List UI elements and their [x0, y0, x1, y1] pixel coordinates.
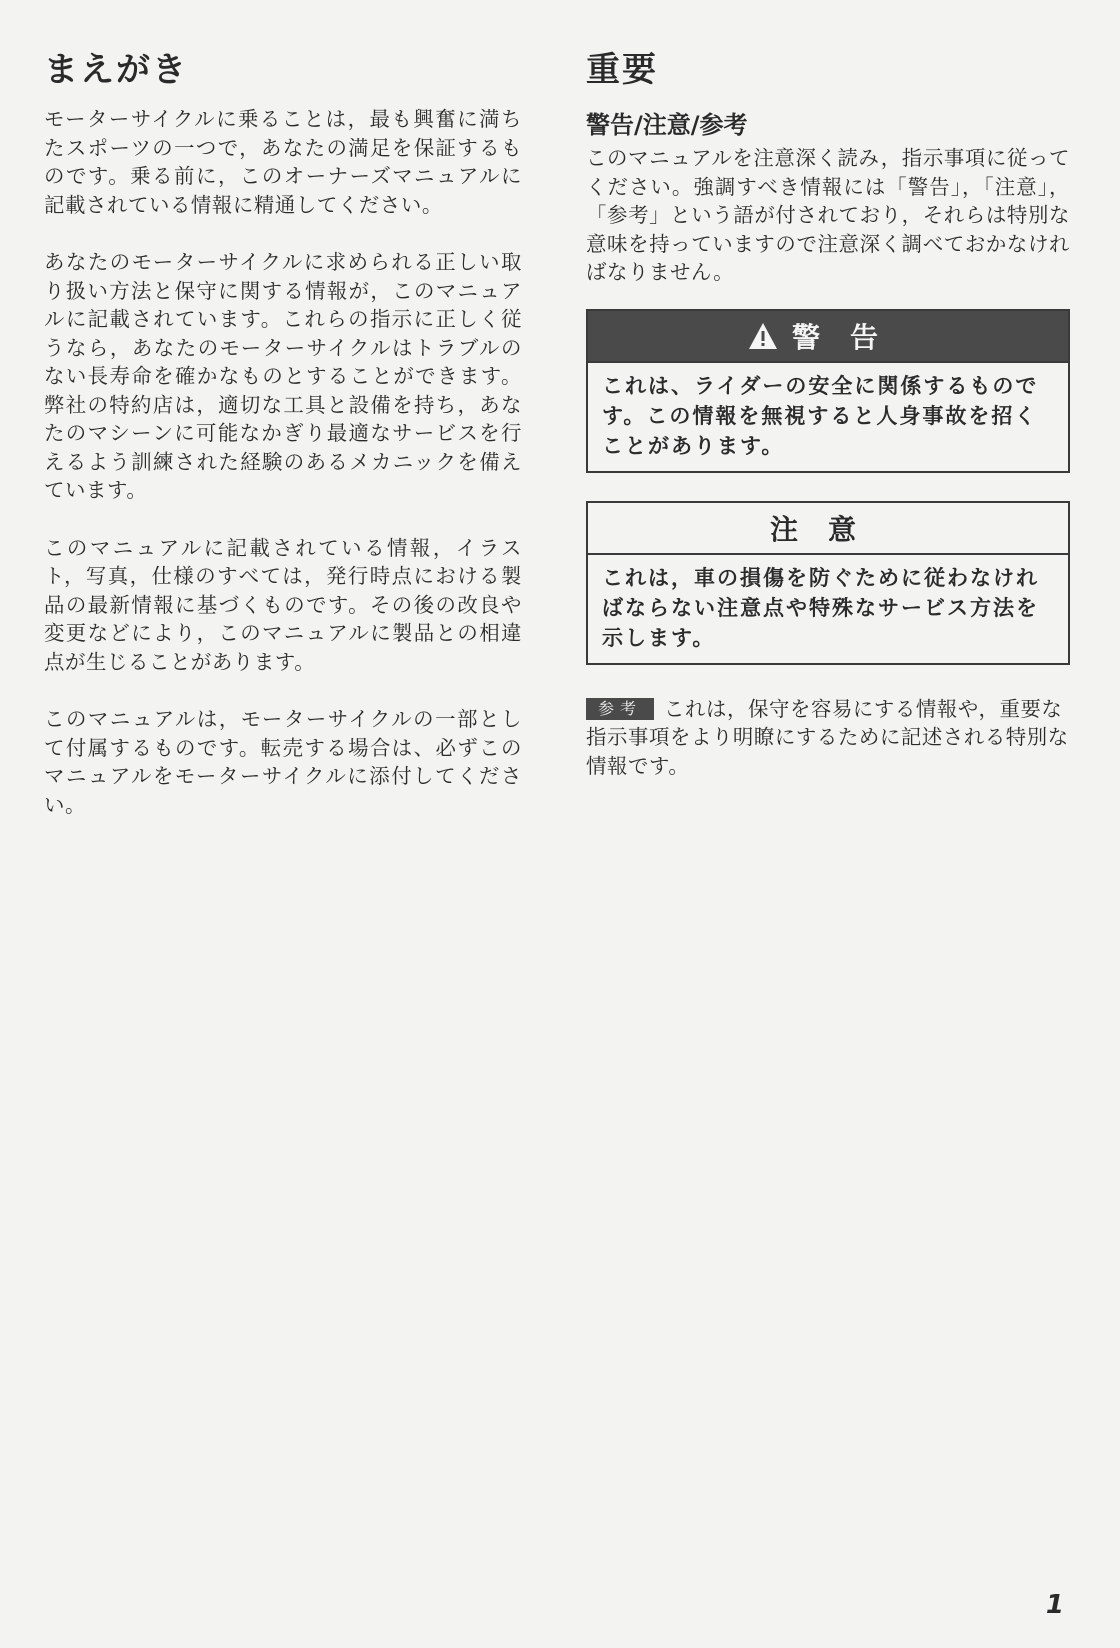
important-column — [586, 42, 1070, 780]
warning-box — [586, 309, 1070, 473]
warning-triangle-icon — [748, 322, 778, 350]
caution-box — [586, 501, 1070, 665]
note-block — [586, 695, 1070, 781]
warning-body: これは、ライダーの安全に関係するものです。この情報を無視すると人身事故を招くことがあります。 — [602, 373, 1039, 458]
page-number: 1 — [1045, 1590, 1064, 1620]
warning-heading: 警告 — [791, 320, 908, 354]
important-intro: このマニュアルを注意深く読み，指示事項に従ってください。強調すべき情報には「警告」，「注意」，「参考」という語が付されており，それらは特別な意味を持っていますので注意深く調べておかなければなりません。 — [586, 146, 1070, 284]
preface-paragraph-4: このマニュアルは，モーターサイクルの一部として付属するものです。転売する場合は、必ずこのマニュアルをモーターサイクルに添付してください。 — [44, 707, 522, 817]
preface-paragraph-2: あなたのモーターサイクルに求められる正しい取り扱い方法と保守に関する情報が，このマニュアルに記載されています。これらの指示に正しく従うなら，あなたのモーターサイクルはトラブルのない長寿命を確かなものとすることができます。弊社の特約店は，適切な工具と設備を持ち，あなたのマシーンに可能なかぎり最適なサービスを行えるよう訓練された経験のあるメカニックを備えています。 — [44, 250, 522, 502]
preface-paragraph-3: このマニュアルに記載されている情報，イラスト，写真，仕様のすべては，発行時点における製品の最新情報に基づくものです。その後の改良や変更などにより，このマニュアルに製品との相違点が生じることがあります。 — [44, 535, 522, 674]
preface-title: まえがき — [44, 50, 188, 90]
warning-header — [588, 311, 1068, 363]
preface-paragraph-1: モーターサイクルに乗ることは，最も興奮に満ちたスポーツの一つで，あなたの満足を保証するものです。乗る前に，このオーナーズマニュアルに記載されている情報に精通してください。 — [44, 107, 522, 217]
important-title: 重要 — [586, 50, 658, 90]
note-text: これは，保守を容易にする情報や，重要な指示事項をより明瞭にするために記述される特別な情報です。 — [586, 696, 1069, 778]
preface-column — [44, 42, 522, 848]
caution-header — [588, 503, 1068, 555]
note-badge: 参考 — [586, 698, 654, 720]
caution-body: これは，車の損傷を防ぐために従わなければならない注意点や特殊なサービス方法を示します。 — [602, 565, 1039, 650]
caution-heading: 注意 — [769, 512, 886, 546]
important-subtitle: 警告/注意/参考 — [586, 111, 748, 139]
